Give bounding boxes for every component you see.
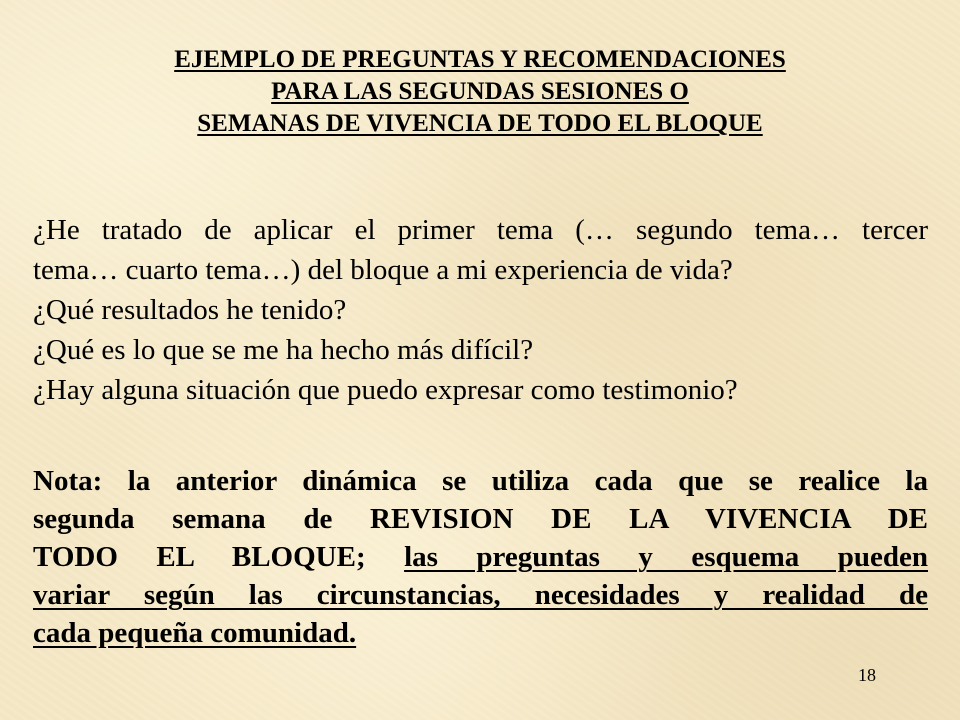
question-line-4: ¿Qué es lo que se me ha hecho más difícil? bbox=[33, 334, 534, 366]
note-line-3 bbox=[33, 538, 928, 576]
question-line-2: tema… cuarto tema…) del bloque a mi experiencia de vida? bbox=[33, 254, 733, 286]
note-line-4 bbox=[33, 576, 928, 614]
note-line-5-underlined: cada pequeña comunidad. bbox=[33, 617, 357, 649]
page-number: 18 bbox=[858, 665, 876, 685]
title-line-3: SEMANAS DE VIVENCIA DE TODO EL BLOQUE bbox=[197, 110, 763, 137]
question-line-3: ¿Qué resultados he tenido? bbox=[33, 294, 347, 326]
note-line-4-underlined: variar según las circunstancias, necesidades y realidad de bbox=[33, 579, 928, 611]
note-block bbox=[33, 462, 928, 652]
question-line-5: ¿Hay alguna situación que puedo expresar como testimonio? bbox=[33, 374, 738, 406]
slide-title bbox=[0, 44, 960, 140]
note-line-2: segunda semana de REVISION DE LA VIVENCIA DE bbox=[33, 503, 928, 535]
note-line-3-plain: TODO EL BLOQUE; bbox=[33, 541, 405, 573]
note-line-3-underlined: las preguntas y esquema pueden bbox=[404, 541, 928, 573]
questions-block bbox=[33, 210, 928, 410]
note-line-1: Nota: la anterior dinámica se utiliza cada que se realice la bbox=[33, 465, 928, 497]
question-line-1: ¿He tratado de aplicar el primer tema (… segundo tema… tercer bbox=[33, 214, 928, 246]
title-line-2: PARA LAS SEGUNDAS SESIONES O bbox=[271, 78, 689, 105]
note-line-5 bbox=[33, 614, 928, 652]
title-line-1: EJEMPLO DE PREGUNTAS Y RECOMENDACIONES bbox=[174, 46, 786, 73]
